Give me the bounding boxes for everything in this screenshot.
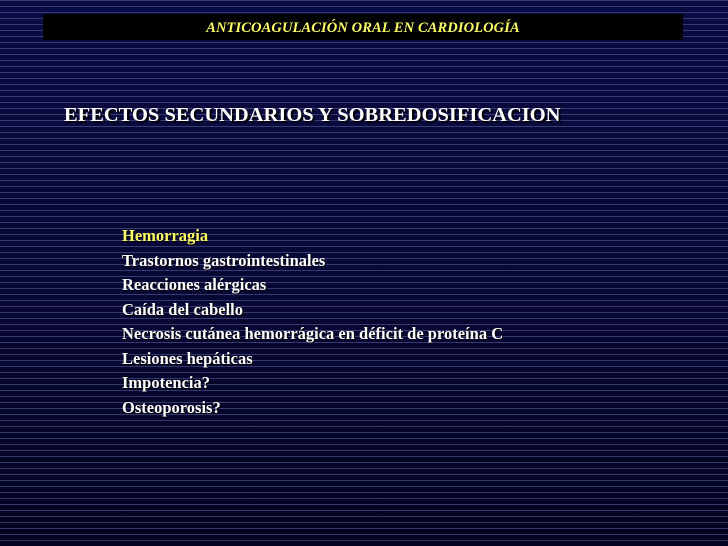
list-item-reacciones-alergicas: Reacciones alérgicas [122, 275, 267, 294]
header-title: ANTICOAGULACIÓN ORAL EN CARDIOLOGÍA [206, 20, 520, 36]
list-item-trastornos-gastrointestinales: Trastornos gastrointestinales [122, 250, 326, 270]
slide-title: EFECTOS SECUNDARIOS Y SOBREDOSIFICACION [64, 104, 561, 126]
list-item-impotencia: Impotencia? [122, 373, 210, 392]
header-bar [43, 14, 683, 40]
list-item-osteoporosis: Osteoporosis? [122, 397, 221, 417]
list-item-caida-del-cabello: Caída del cabello [122, 299, 244, 319]
list-item-hemorragia: Hemorragia [122, 226, 209, 245]
side-effects-list [122, 224, 503, 420]
list-item-necrosis-cutanea: Necrosis cutánea hemorrágica en déficit de proteína C [122, 324, 504, 343]
list-item-lesiones-hepaticas: Lesiones hepáticas [122, 348, 253, 368]
